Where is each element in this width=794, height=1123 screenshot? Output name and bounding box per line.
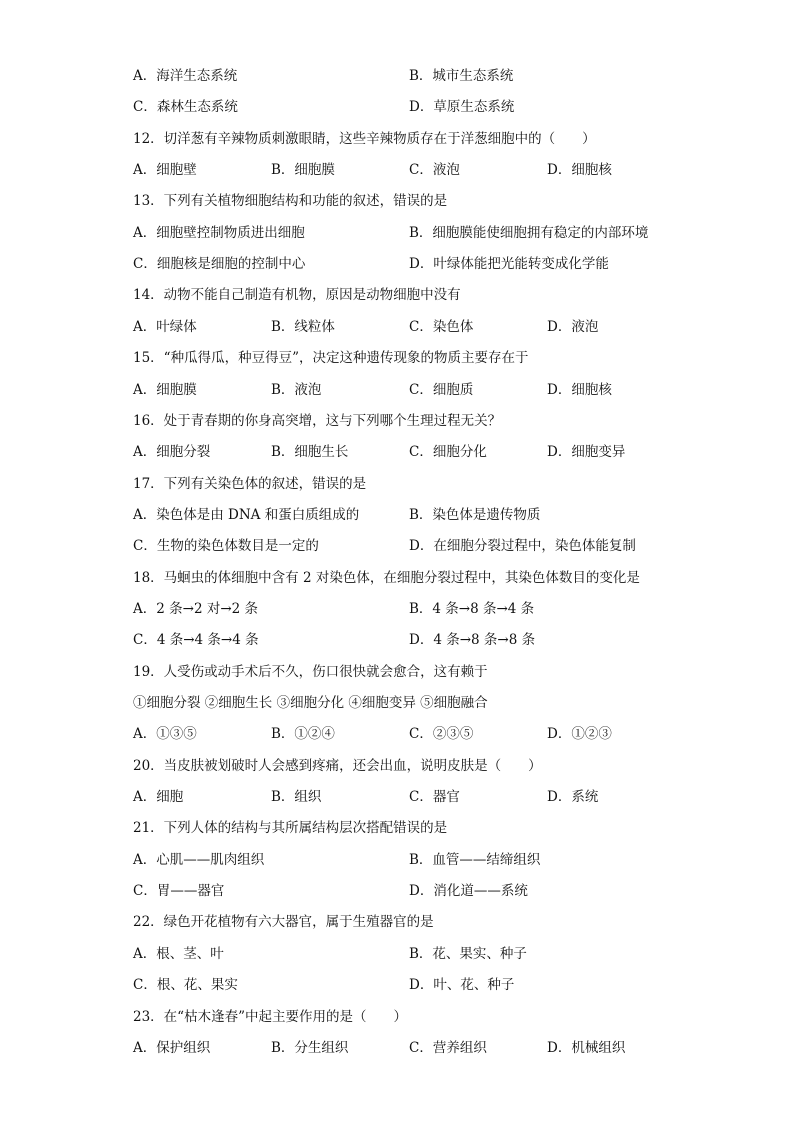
option-b: D．叶绿体能把光能转变成化学能	[409, 256, 609, 272]
option-a: C．细胞核是细胞的控制中心	[133, 256, 306, 272]
option-a: A．染色体是由 DNA 和蛋白质组成的	[133, 507, 360, 523]
option-b: D．叶、花、种子	[409, 977, 515, 993]
question-text: 14．动物不能自己制造有机物，原因是动物细胞中没有	[133, 287, 461, 303]
option-a: C．根、花、果实	[133, 977, 238, 993]
option-d: D．细胞核	[547, 382, 612, 398]
option-a: A．海洋生态系统	[133, 68, 238, 84]
option-a: C．森林生态系统	[133, 99, 238, 115]
question-text: 23．在“枯木逢春”中起主要作用的是（ ）	[133, 1009, 407, 1025]
option-a: A．叶绿体	[133, 319, 197, 335]
option-c: C．营养组织	[409, 1040, 487, 1056]
option-a: A．细胞膜	[133, 382, 197, 398]
option-c: C．细胞质	[409, 382, 474, 398]
option-b: D．在细胞分裂过程中，染色体能复制	[409, 538, 636, 554]
option-a: A．心肌——肌肉组织	[133, 852, 265, 868]
question-text: 22．绿色开花植物有六大器官，属于生殖器官的是	[133, 914, 434, 930]
option-d: D．①②③	[547, 726, 612, 742]
option-b: B．线粒体	[271, 319, 335, 335]
question-text: 15．“种瓜得瓜，种豆得豆”，决定这种遗传现象的物质主要存在于	[133, 350, 529, 366]
question-text: 20．当皮肤被划破时人会感到疼痛，还会出血，说明皮肤是（ ）	[133, 758, 542, 774]
option-a: C．4 条→4 条→4 条	[133, 632, 259, 648]
option-a: A．2 条→2 对→2 条	[133, 601, 259, 617]
option-a: A．细胞壁	[133, 162, 197, 178]
option-c: C．染色体	[409, 319, 474, 335]
option-b: B．细胞生长	[271, 444, 349, 460]
option-a: A．细胞分裂	[133, 444, 211, 460]
option-b: B．花、果实、种子	[409, 946, 527, 962]
option-a: C．生物的染色体数目是一定的	[133, 538, 319, 554]
option-b: B．城市生态系统	[409, 68, 514, 84]
option-c: C．器官	[409, 789, 460, 805]
option-b: B．血管——结缔组织	[409, 852, 541, 868]
option-a: A．细胞	[133, 789, 184, 805]
option-a: A．①③⑤	[133, 726, 197, 742]
option-d: D．细胞变异	[547, 444, 626, 460]
option-a: A．保护组织	[133, 1040, 211, 1056]
question-text: 19．人受伤或动手术后不久，伤口很快就会愈合，这有赖于	[133, 664, 488, 680]
question-text: 18．马蛔虫的体细胞中含有 2 对染色体，在细胞分裂过程中，其染色体数目的变化是	[133, 570, 640, 586]
question-text: 12．切洋葱有辛辣物质刺激眼睛，这些辛辣物质存在于洋葱细胞中的（ ）	[133, 131, 596, 147]
option-c: C．液泡	[409, 162, 460, 178]
option-b: B．①②④	[271, 726, 335, 742]
option-b: B．分生组织	[271, 1040, 349, 1056]
option-b: D．4 条→8 条→8 条	[409, 632, 536, 648]
option-c: C．②③⑤	[409, 726, 474, 742]
option-d: D．细胞核	[547, 162, 612, 178]
option-a: A．根、茎、叶	[133, 946, 224, 962]
option-b: D．消化道——系统	[409, 883, 528, 899]
option-b: B．液泡	[271, 382, 322, 398]
question-text: 21．下列人体的结构与其所属结构层次搭配错误的是	[133, 820, 448, 836]
option-b: B．细胞膜	[271, 162, 335, 178]
option-d: D．液泡	[547, 319, 599, 335]
option-c: C．细胞分化	[409, 444, 487, 460]
question-text: 13．下列有关植物细胞结构和功能的叙述，错误的是	[133, 193, 448, 209]
question-text: 17．下列有关染色体的叙述，错误的是	[133, 476, 367, 492]
option-d: D．系统	[547, 789, 599, 805]
question-text: 16．处于青春期的你身高突增，这与下列哪个生理过程无关？	[133, 413, 502, 429]
option-a: A．细胞壁控制物质进出细胞	[133, 225, 305, 241]
option-b: B．染色体是遗传物质	[409, 507, 541, 523]
option-b: B．4 条→8 条→4 条	[409, 601, 535, 617]
option-d: D．机械组织	[547, 1040, 626, 1056]
option-a: C．胃——器官	[133, 883, 225, 899]
option-b: B．组织	[271, 789, 322, 805]
option-b: B．细胞膜能使细胞拥有稳定的内部环境	[409, 225, 649, 241]
question-text: ①细胞分裂 ②细胞生长 ③细胞分化 ④细胞变异 ⑤细胞融合	[133, 695, 488, 711]
option-b: D．草原生态系统	[409, 99, 515, 115]
